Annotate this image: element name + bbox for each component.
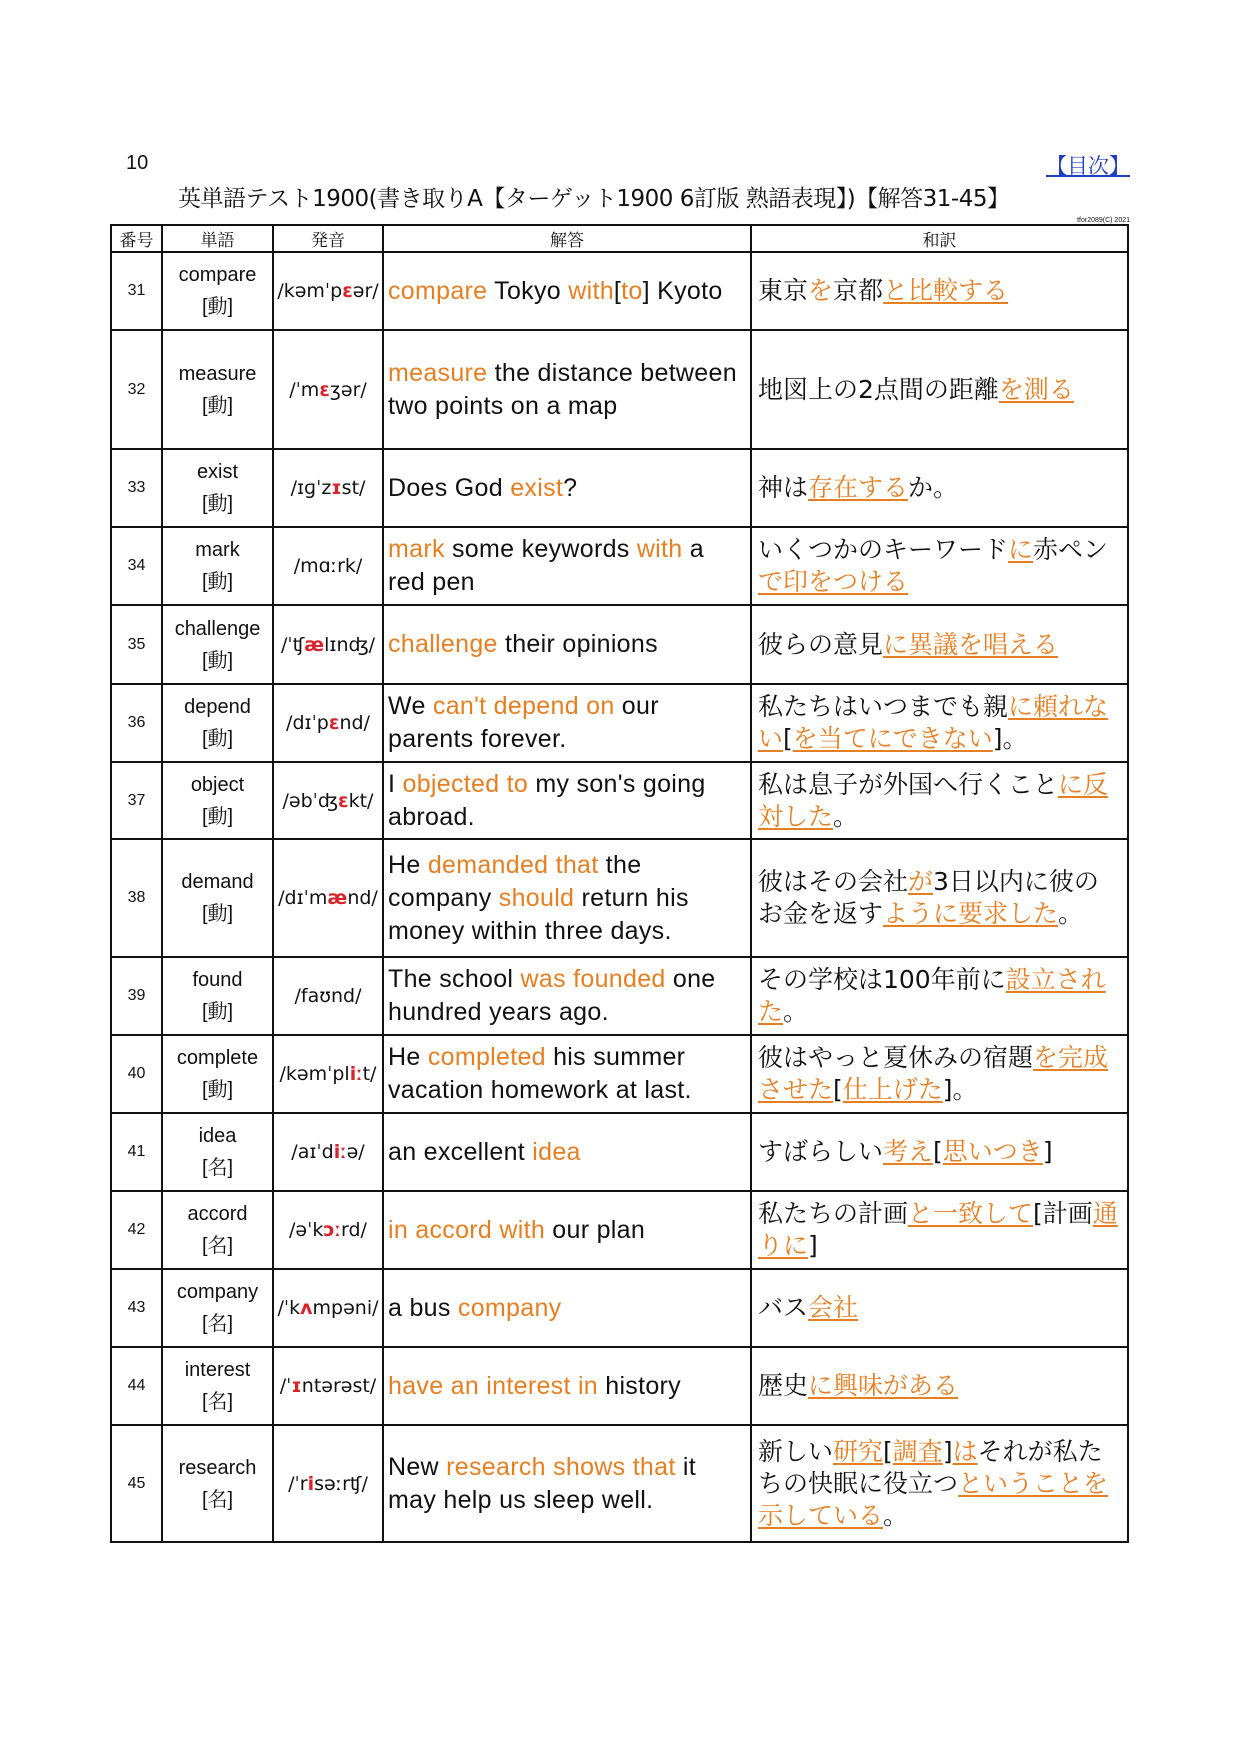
pronunciation-cell bbox=[273, 839, 383, 957]
word-text: measure bbox=[178, 362, 257, 385]
table-row bbox=[111, 449, 1128, 527]
japanese-cell bbox=[751, 839, 1128, 957]
japanese-keyword: 存在する bbox=[808, 473, 909, 502]
japanese-text: ]。 bbox=[942, 1075, 978, 1104]
japanese-text: 3日以内に彼のお金を返す bbox=[758, 867, 1099, 928]
word-text: company bbox=[176, 1281, 259, 1303]
pronunciation-text: /ˈk bbox=[277, 1297, 301, 1319]
japanese-keyword: に興味がある bbox=[808, 1371, 959, 1400]
pronunciation-text: kt/ bbox=[348, 789, 374, 812]
pronunciation-cell bbox=[273, 330, 383, 449]
japanese-text: 京都 bbox=[833, 276, 884, 305]
japanese-cell bbox=[751, 449, 1128, 527]
part-of-speech: [名] bbox=[201, 1391, 234, 1413]
answer-keyword: measure bbox=[388, 358, 488, 387]
word-cell bbox=[162, 957, 273, 1035]
pronunciation-text: /ˈm bbox=[289, 378, 320, 401]
pronunciation-text: /ɪɡˈz bbox=[290, 477, 332, 499]
part-of-speech: [動] bbox=[201, 394, 234, 417]
part-of-speech: [動] bbox=[201, 805, 234, 828]
japanese-text: 彼らの意見 bbox=[758, 629, 884, 659]
answer-cell bbox=[383, 1269, 751, 1347]
word-text: research bbox=[178, 1456, 257, 1479]
pronunciation-cell bbox=[273, 1035, 383, 1113]
row-number bbox=[111, 1347, 162, 1425]
part-of-speech: [動] bbox=[201, 728, 234, 750]
stressed-vowel: ɪ bbox=[331, 477, 342, 499]
pronunciation-text: nd/ bbox=[339, 712, 370, 734]
japanese-keyword: 通りに bbox=[758, 1199, 1118, 1260]
japanese-cell bbox=[751, 762, 1128, 839]
pronunciation-text: /ˈ bbox=[279, 1375, 292, 1397]
header-answer: 解答 bbox=[383, 225, 751, 252]
row-number-text: 45 bbox=[127, 1474, 146, 1492]
table-row bbox=[111, 1113, 1128, 1191]
answer-text: their opinions bbox=[497, 630, 658, 658]
row-number bbox=[111, 684, 162, 762]
answer-cell bbox=[383, 1113, 751, 1191]
part-of-speech: [動] bbox=[201, 571, 234, 593]
row-number bbox=[111, 1269, 162, 1347]
pronunciation-cell bbox=[273, 762, 383, 839]
japanese-keyword: に反対した bbox=[758, 769, 1109, 831]
word-text: exist bbox=[196, 461, 239, 483]
japanese-cell bbox=[751, 252, 1128, 330]
pronunciation-text: /kəmˈpl bbox=[279, 1063, 350, 1085]
japanese-text: か。 bbox=[908, 473, 959, 502]
japanese-keyword: を当てにできない bbox=[792, 724, 993, 753]
row-number bbox=[111, 605, 162, 684]
japanese-cell bbox=[751, 1425, 1128, 1542]
answer-text: [ bbox=[613, 276, 622, 305]
japanese-text: 。 bbox=[1058, 899, 1084, 928]
pronunciation-text: /əˈk bbox=[289, 1219, 324, 1241]
header-number: 番号 bbox=[111, 225, 162, 252]
row-number-text: 34 bbox=[127, 557, 146, 574]
japanese-keyword: 調査 bbox=[892, 1436, 943, 1466]
answer-keyword: completed bbox=[427, 1043, 546, 1071]
row-number bbox=[111, 839, 162, 957]
answer-text: He bbox=[388, 850, 428, 879]
japanese-text: 。 bbox=[783, 997, 809, 1026]
pronunciation-text: /aɪˈd bbox=[291, 1141, 334, 1163]
stressed-vowel: ɪ bbox=[291, 1375, 302, 1397]
word-cell bbox=[162, 330, 273, 449]
answer-cell bbox=[383, 330, 751, 449]
pronunciation-cell bbox=[273, 449, 383, 527]
word-cell bbox=[162, 839, 273, 957]
japanese-text: 神は bbox=[758, 473, 809, 502]
pronunciation-cell bbox=[273, 1113, 383, 1191]
japanese-cell bbox=[751, 605, 1128, 684]
stressed-vowel: æ bbox=[304, 633, 325, 656]
stressed-vowel: ɛ bbox=[342, 280, 353, 302]
japanese-keyword: ということを示している bbox=[758, 1468, 1109, 1530]
pronunciation-cell bbox=[273, 684, 383, 762]
copyright-note: tfor2089(C) 2021 bbox=[1077, 217, 1130, 224]
answer-text: The school bbox=[388, 965, 521, 993]
japanese-text: 東京 bbox=[758, 276, 809, 305]
answer-text: an excellent bbox=[388, 1137, 533, 1166]
stressed-vowel: ɔː bbox=[323, 1219, 342, 1241]
row-number-text: 31 bbox=[127, 282, 146, 299]
pronunciation-cell bbox=[273, 1425, 383, 1542]
stressed-vowel: ɛ bbox=[338, 789, 349, 812]
japanese-text: 歴史 bbox=[758, 1371, 809, 1400]
answer-keyword: demanded that bbox=[427, 850, 599, 879]
answer-keyword: exist bbox=[510, 473, 564, 502]
japanese-text: 。 bbox=[833, 801, 859, 831]
pronunciation-text: səːrʧ/ bbox=[314, 1472, 368, 1495]
japanese-keyword: と比較する bbox=[883, 276, 1009, 305]
answer-keyword: company bbox=[457, 1293, 562, 1322]
japanese-text: 彼はその会社 bbox=[758, 867, 909, 896]
pronunciation-text: ntərəst/ bbox=[301, 1375, 377, 1397]
word-cell bbox=[162, 252, 273, 330]
japanese-cell bbox=[751, 1113, 1128, 1191]
header-pronunciation: 発音 bbox=[273, 225, 383, 252]
stressed-vowel: ɛ bbox=[319, 378, 330, 401]
part-of-speech: [動] bbox=[201, 649, 234, 672]
answer-text: ] bbox=[642, 276, 650, 305]
japanese-text: ] bbox=[1042, 1137, 1053, 1166]
word-cell bbox=[162, 1269, 273, 1347]
japanese-cell bbox=[751, 1347, 1128, 1425]
table-row bbox=[111, 330, 1128, 449]
japanese-text: 彼はやっと夏休みの宿題 bbox=[758, 1043, 1034, 1072]
part-of-speech: [動] bbox=[201, 1001, 234, 1023]
word-cell bbox=[162, 1113, 273, 1191]
answer-keyword: idea bbox=[532, 1137, 581, 1166]
answer-keyword: compare bbox=[388, 276, 488, 305]
japanese-text: 。 bbox=[883, 1500, 909, 1530]
word-cell bbox=[162, 684, 273, 762]
answer-cell bbox=[383, 684, 751, 762]
table-row bbox=[111, 684, 1128, 762]
japanese-cell bbox=[751, 330, 1128, 449]
answer-text: ? bbox=[563, 473, 578, 502]
part-of-speech: [名] bbox=[201, 1313, 234, 1335]
part-of-speech: [名] bbox=[201, 1235, 234, 1257]
answer-text: it may help us sleep well. bbox=[388, 1452, 696, 1514]
japanese-text: ] bbox=[808, 1231, 818, 1260]
row-number bbox=[111, 957, 162, 1035]
japanese-keyword: 設立された bbox=[758, 965, 1106, 1026]
pronunciation-text: /dɪˈp bbox=[286, 712, 329, 734]
answer-text: a red pen bbox=[388, 535, 704, 596]
japanese-cell bbox=[751, 1035, 1128, 1113]
stressed-vowel: iː bbox=[349, 1063, 363, 1085]
answer-text: his summer vacation homework at last. bbox=[388, 1043, 692, 1104]
table-body bbox=[111, 252, 1128, 1542]
japanese-keyword: は bbox=[952, 1436, 978, 1466]
answer-text: the company bbox=[388, 850, 642, 912]
japanese-text: 赤ペン bbox=[1033, 535, 1109, 564]
pronunciation-text: /mɑːrk/ bbox=[293, 555, 363, 577]
answer-text: New bbox=[388, 1452, 447, 1481]
stressed-vowel: æ bbox=[327, 887, 348, 909]
pronunciation-text: /ˈr bbox=[288, 1472, 308, 1495]
row-number-text: 40 bbox=[127, 1065, 146, 1082]
row-number bbox=[111, 1425, 162, 1542]
japanese-keyword: 仕上げた bbox=[842, 1075, 943, 1104]
stressed-vowel: ɛ bbox=[328, 712, 340, 734]
japanese-keyword: 研究 bbox=[833, 1436, 884, 1466]
answer-keyword: to bbox=[621, 276, 643, 305]
answer-cell bbox=[383, 252, 751, 330]
table-row bbox=[111, 605, 1128, 684]
answer-cell bbox=[383, 1035, 751, 1113]
japanese-text: それが私たちの快眠に役立つ bbox=[758, 1436, 1103, 1498]
word-cell bbox=[162, 1191, 273, 1269]
table-row bbox=[111, 839, 1128, 957]
pronunciation-text: /ˈʧ bbox=[280, 633, 305, 656]
answer-text: our plan bbox=[545, 1215, 646, 1244]
japanese-cell bbox=[751, 957, 1128, 1035]
part-of-speech: [動] bbox=[201, 493, 234, 515]
answer-cell bbox=[383, 1347, 751, 1425]
japanese-keyword: で印をつける bbox=[758, 567, 909, 596]
answer-text: one hundred years ago. bbox=[388, 965, 716, 1026]
answer-text: the distance between two points on a map bbox=[388, 358, 737, 420]
answer-keyword: should bbox=[498, 883, 575, 912]
part-of-speech: [動] bbox=[201, 296, 234, 318]
pronunciation-text: t/ bbox=[362, 1063, 377, 1085]
answer-keyword: mark bbox=[388, 535, 445, 563]
word-text: accord bbox=[187, 1203, 248, 1225]
japanese-keyword: 会社 bbox=[808, 1293, 859, 1322]
row-number bbox=[111, 1035, 162, 1113]
japanese-particle: を bbox=[808, 276, 834, 305]
row-number bbox=[111, 762, 162, 839]
row-number-text: 33 bbox=[127, 479, 146, 496]
pronunciation-text: ʒər/ bbox=[329, 378, 367, 401]
row-number-text: 42 bbox=[127, 1221, 146, 1238]
table-row bbox=[111, 252, 1128, 330]
table-row bbox=[111, 1269, 1128, 1347]
pronunciation-text: ə/ bbox=[346, 1141, 365, 1163]
answer-text: Tokyo bbox=[487, 276, 569, 305]
table-row bbox=[111, 957, 1128, 1035]
answer-table bbox=[110, 224, 1129, 1543]
japanese-keyword: 思いつき bbox=[942, 1137, 1043, 1166]
answer-keyword: challenge bbox=[388, 630, 498, 658]
pronunciation-cell bbox=[273, 1347, 383, 1425]
japanese-keyword: を測る bbox=[998, 374, 1074, 404]
japanese-text: バス bbox=[758, 1293, 809, 1322]
row-number-text: 43 bbox=[127, 1299, 146, 1316]
word-text: found bbox=[192, 969, 243, 991]
table-row bbox=[111, 527, 1128, 605]
answer-keyword: objected to bbox=[402, 769, 529, 798]
answer-text: We bbox=[388, 692, 433, 720]
pronunciation-cell bbox=[273, 527, 383, 605]
header-word: 単語 bbox=[162, 225, 273, 252]
pronunciation-text: /dɪˈm bbox=[278, 887, 328, 909]
word-text: demand bbox=[181, 871, 254, 893]
row-number-text: 35 bbox=[127, 635, 146, 653]
row-number bbox=[111, 252, 162, 330]
japanese-cell bbox=[751, 1191, 1128, 1269]
answer-cell bbox=[383, 605, 751, 684]
pronunciation-cell bbox=[273, 1269, 383, 1347]
stressed-vowel: ʌ bbox=[300, 1297, 313, 1319]
pronunciation-cell bbox=[273, 605, 383, 684]
pronunciation-text: ər/ bbox=[352, 280, 379, 302]
japanese-cell bbox=[751, 527, 1128, 605]
japanese-text: 私たちの計画 bbox=[758, 1199, 909, 1228]
word-text: interest bbox=[184, 1359, 251, 1381]
answer-text: Does God bbox=[388, 473, 511, 502]
word-text: idea bbox=[198, 1125, 237, 1147]
row-number bbox=[111, 527, 162, 605]
japanese-keyword: に bbox=[1008, 535, 1034, 564]
japanese-text: [ bbox=[933, 1137, 943, 1166]
part-of-speech: [動] bbox=[201, 1079, 234, 1101]
pronunciation-cell bbox=[273, 252, 383, 330]
header-japanese: 和訳 bbox=[751, 225, 1128, 252]
japanese-keyword: ように要求した bbox=[883, 899, 1059, 928]
pronunciation-cell bbox=[273, 957, 383, 1035]
table-row bbox=[111, 1035, 1128, 1113]
word-text: object bbox=[190, 773, 245, 796]
answer-cell bbox=[383, 527, 751, 605]
japanese-text: [ bbox=[783, 724, 793, 753]
answer-cell bbox=[383, 449, 751, 527]
pronunciation-text: lɪnʤ/ bbox=[324, 633, 376, 656]
word-text: mark bbox=[195, 539, 240, 561]
japanese-keyword: 考え bbox=[883, 1137, 934, 1166]
pronunciation-text: st/ bbox=[341, 477, 366, 499]
word-text: depend bbox=[184, 696, 251, 718]
part-of-speech: [名] bbox=[201, 1488, 234, 1511]
word-cell bbox=[162, 1035, 273, 1113]
japanese-text: [計画 bbox=[1033, 1199, 1093, 1228]
row-number-text: 39 bbox=[127, 987, 146, 1004]
answer-text: He bbox=[388, 1043, 428, 1071]
row-number-text: 32 bbox=[127, 380, 146, 398]
japanese-text: ]。 bbox=[992, 724, 1028, 753]
part-of-speech: [名] bbox=[201, 1157, 234, 1179]
word-cell bbox=[162, 527, 273, 605]
answer-text: return his money within three days. bbox=[388, 883, 689, 945]
answer-keyword: with bbox=[568, 276, 614, 305]
answer-cell bbox=[383, 957, 751, 1035]
japanese-text: 私は息子が外国へ行くこと bbox=[758, 769, 1059, 799]
answer-cell bbox=[383, 1191, 751, 1269]
japanese-keyword: が bbox=[908, 867, 934, 896]
answer-cell bbox=[383, 762, 751, 839]
pronunciation-text: /əbˈʤ bbox=[282, 789, 339, 812]
row-number-text: 44 bbox=[127, 1377, 146, 1394]
word-cell bbox=[162, 605, 273, 684]
japanese-keyword: に頼れない bbox=[758, 692, 1109, 753]
pronunciation-text: nd/ bbox=[347, 887, 378, 909]
pronunciation-text: rd/ bbox=[341, 1219, 367, 1241]
answer-text: some keywords bbox=[444, 535, 637, 563]
japanese-text: [ bbox=[833, 1075, 843, 1104]
japanese-text: 新しい bbox=[758, 1436, 834, 1466]
answer-keyword: in accord with bbox=[388, 1215, 546, 1244]
row-number bbox=[111, 1191, 162, 1269]
row-number-text: 38 bbox=[127, 889, 146, 906]
japanese-text: 私たちはいつまでも親 bbox=[758, 692, 1009, 721]
table-row bbox=[111, 1191, 1128, 1269]
japanese-text: その学校は100年前に bbox=[758, 965, 1006, 994]
japanese-text: 地図上の2点間の距離 bbox=[758, 374, 999, 404]
row-number bbox=[111, 330, 162, 449]
row-number-text: 41 bbox=[127, 1143, 146, 1160]
japanese-text: [ bbox=[883, 1436, 893, 1466]
answer-keyword: have an interest in bbox=[388, 1371, 598, 1400]
table-header-row bbox=[111, 225, 1128, 252]
japanese-text: すばらしい bbox=[758, 1137, 884, 1166]
word-text: challenge bbox=[174, 617, 261, 640]
answer-keyword: research shows that bbox=[446, 1452, 676, 1481]
row-number bbox=[111, 1113, 162, 1191]
word-cell bbox=[162, 1347, 273, 1425]
row-number-text: 37 bbox=[127, 791, 146, 809]
japanese-keyword: を完成させた bbox=[758, 1043, 1109, 1104]
page-title: 英単語テスト1900(書き取りA【ターゲット1900 6訂版 熟語表現】)【解答31-45】 bbox=[178, 186, 1010, 212]
pronunciation-text: mpəni/ bbox=[312, 1297, 379, 1319]
answer-keyword: can't depend on bbox=[432, 692, 615, 720]
word-text: compare bbox=[178, 264, 257, 286]
answer-cell bbox=[383, 839, 751, 957]
word-cell bbox=[162, 762, 273, 839]
japanese-text: ] bbox=[942, 1436, 953, 1466]
table-row bbox=[111, 1347, 1128, 1425]
japanese-keyword: と一致して bbox=[908, 1199, 1034, 1228]
answer-text: our parents forever. bbox=[388, 692, 659, 753]
table-row bbox=[111, 1425, 1128, 1542]
stressed-vowel: i bbox=[307, 1472, 315, 1495]
word-cell bbox=[162, 1425, 273, 1542]
answer-text: a bus bbox=[388, 1293, 458, 1322]
answer-text: my son's going abroad. bbox=[388, 769, 706, 831]
answer-keyword: was founded bbox=[520, 965, 666, 993]
word-text: complete bbox=[176, 1047, 259, 1069]
japanese-keyword: に異議を唱える bbox=[883, 629, 1059, 659]
word-cell bbox=[162, 449, 273, 527]
stressed-vowel: iː bbox=[333, 1141, 347, 1163]
part-of-speech: [動] bbox=[201, 903, 234, 925]
answer-text: history bbox=[598, 1371, 681, 1400]
japanese-text: いくつかのキーワード bbox=[758, 535, 1009, 564]
table-of-contents-link[interactable]: 【目次】 bbox=[1046, 154, 1130, 178]
row-number-text: 36 bbox=[127, 714, 146, 731]
page-number: 10 bbox=[126, 152, 149, 174]
pronunciation-cell bbox=[273, 1191, 383, 1269]
answer-cell bbox=[383, 1425, 751, 1542]
japanese-cell bbox=[751, 1269, 1128, 1347]
answer-text: Kyoto bbox=[649, 276, 723, 305]
answer-keyword: with bbox=[636, 535, 683, 563]
row-number bbox=[111, 449, 162, 527]
japanese-cell bbox=[751, 684, 1128, 762]
answer-text: I bbox=[388, 769, 403, 798]
pronunciation-text: /kəmˈp bbox=[277, 280, 343, 302]
pronunciation-text: /faʊnd/ bbox=[294, 985, 362, 1007]
table-row bbox=[111, 762, 1128, 839]
